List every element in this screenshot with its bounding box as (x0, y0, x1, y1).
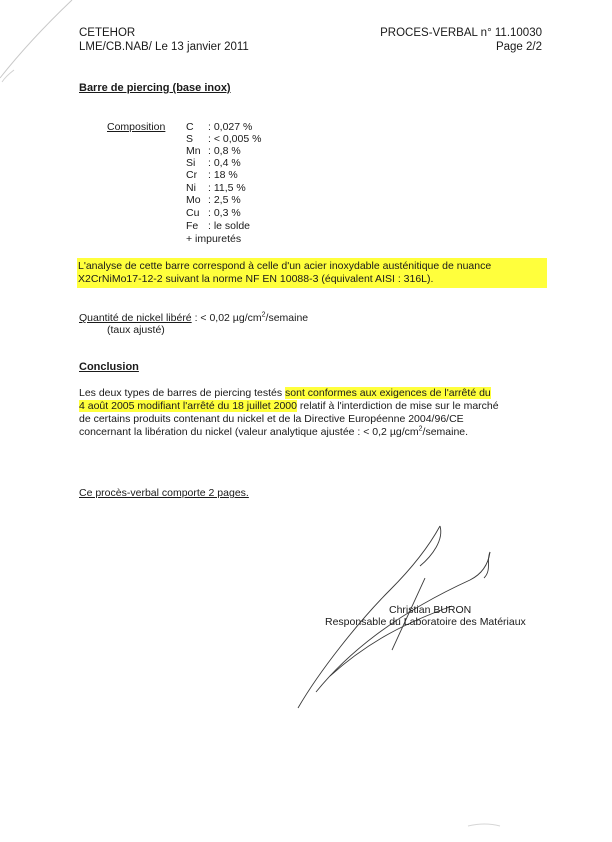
nickel-release: Quantité de nickel libéré : < 0,02 $\mu g/cm^2$/semaine (79, 311, 309, 324)
page-number: Page 2/2 (495, 41, 542, 53)
analysis-line-1: L'analyse de cette barre correspond à celle d'un acier inoxydable austénitique de nuance (78, 260, 492, 272)
conclusion-paragraph (79, 387, 545, 439)
org-name: CETEHOR (79, 27, 136, 39)
impurities: + impuretés (186, 233, 242, 245)
section-title: Barre de piercing (base inox) (79, 82, 231, 94)
analysis-line-2: X2CrNiMo17-12-2 suivant la norme NF EN 10088-3 (équivalent AISI : 316L). (78, 273, 434, 285)
composition-row: Cr : 18 % (186, 169, 238, 181)
nickel-value: : < 0,02 µg/cm (191, 312, 262, 324)
conclusion-line-3: de certains produits contenant du nickel et de la Directive Européenne 2004/96/CE (79, 413, 464, 425)
conclusion-line-2: 4 août 2005 modifiant l'arrêté du 18 juillet 2000 relatif à l'interdiction de mise sur le marché (79, 400, 499, 412)
page-count-note: Ce procès-verbal comporte 2 pages. (79, 487, 249, 499)
composition-row: Si : 0,4 % (186, 157, 241, 169)
composition-row: S : < 0,005 % (186, 133, 262, 145)
nickel-note: (taux ajusté) (107, 324, 165, 336)
scan-smudge (468, 824, 500, 826)
reference-date: LME/CB.NAB/ Le 13 janvier 2011 (79, 41, 249, 53)
composition-row: Mo : 2,5 % (186, 194, 241, 206)
document-title: PROCES-VERBAL n° 11.10030 (380, 27, 542, 39)
conclusion-line-4: concernant la libération du nickel (valeur analytique ajustée : < 0,2 $\mu g/cm^2$/semaine. (79, 425, 469, 438)
composition-row: Ni : 11,5 % (186, 182, 246, 194)
composition-row: C : 0,027 % (186, 121, 253, 133)
nickel-label: Quantité de nickel libéré (79, 312, 192, 324)
composition-row: Fe : le solde (186, 220, 251, 232)
conclusion-title: Conclusion (79, 361, 139, 373)
composition-row: Cu : 0,3 % (186, 207, 241, 219)
conclusion-line-1: Les deux types de barres de piercing testés sont conformes aux exigences de l'arrêté du (79, 387, 491, 399)
analysis-highlight (77, 258, 547, 288)
composition-label: Composition (107, 121, 166, 133)
fold-mark (0, 0, 72, 78)
composition-row: Mn : 0,8 % (186, 145, 241, 157)
signatory-name: Christian BURON (389, 604, 472, 616)
signatory-role: Responsable du Laboratoire des Matériaux (325, 616, 526, 628)
